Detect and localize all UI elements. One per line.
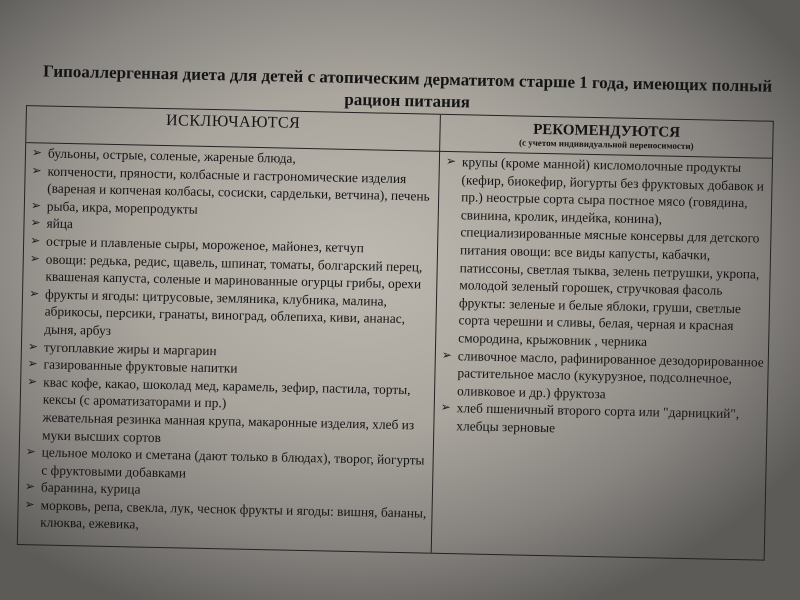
arrow-bullet-icon: ➢ bbox=[27, 356, 38, 371]
recommended-header-label: РЕКОМЕНДУЮТСЯ bbox=[532, 121, 681, 141]
arrow-bullet-icon: ➢ bbox=[30, 198, 42, 213]
arrow-bullet-icon: ➢ bbox=[440, 400, 451, 415]
arrow-bullet-icon: ➢ bbox=[24, 497, 35, 512]
arrow-bullet-icon: ➢ bbox=[27, 373, 38, 389]
arrow-bullet-icon: ➢ bbox=[25, 444, 36, 459]
recommended-item bbox=[438, 399, 765, 441]
excluded-item-text: острые и плавленые сыры, мороженое, майонез, кетчуп bbox=[45, 233, 364, 256]
excluded-item-text: жевательная резинка манная крупа, макаронные изделия, хлеб из муки высших сортов bbox=[41, 409, 415, 445]
excluded-item-text: копчености, пряности, колбасные и гастрономические изделия (вареная и копченая колбасы, сосиски, сардельки, ветчина), печень bbox=[47, 163, 430, 204]
recommended-item bbox=[440, 153, 770, 353]
recommended-item-text: сливочное масло, рафинированное дезодорированное растительное масло (кукурузное, подсолнечное, оливковое и др.) фруктоза bbox=[456, 347, 764, 402]
arrow-bullet-icon: ➢ bbox=[31, 145, 43, 160]
arrow-bullet-icon: ➢ bbox=[445, 153, 457, 169]
arrow-bullet-icon: ➢ bbox=[28, 285, 40, 301]
excluded-item-text: тугоплавкие жиры и маргарин bbox=[43, 339, 217, 358]
excluded-item bbox=[22, 496, 428, 540]
excluded-header: ИСКЛЮЧАЮТСЯ bbox=[165, 112, 301, 132]
excluded-item-text: цельное молоко и сметана (дают только в блюдах), творог, йогурты с фруктовыми добавками bbox=[41, 444, 425, 481]
excluded-item-text: рыба, икра, морепродукты bbox=[46, 198, 198, 217]
excluded-item-text: бульоны, острые, соленые, жареные блюда, bbox=[47, 145, 296, 166]
excluded-item-text: яйца bbox=[46, 215, 74, 232]
excluded-item-text: баранина, курица bbox=[40, 479, 141, 497]
excluded-item-text: морковь, репа, свекла, лук, чеснок фрукты и ягоды: вишня, бананы, клюква, ежевика, bbox=[40, 497, 427, 533]
excluded-item bbox=[26, 285, 432, 346]
arrow-bullet-icon: ➢ bbox=[29, 250, 41, 266]
arrow-bullet-icon: ➢ bbox=[441, 347, 453, 362]
recommended-item-text: крупы (кроме манной) кисломолочные продукты (кефир, биокефир, йогурты без фруктовых добавок и пр.) неострые сорта сыра постное мясо (говядина, свинина, кролик, индейка, конина), специализированные мясные консервы для детского питания овощи: все виды капусты, кабачки, патиссоны, светлая тыква, зелень петрушки, укропа, молодой зеленый горошек, стручковая фасоль фрукты: зеленые и белые яблоки, груши, светлые сорта черешни и сливы, белая, черная и красная смородина, крыжовник , черника bbox=[458, 154, 765, 350]
diet-table bbox=[17, 105, 774, 561]
arrow-bullet-icon: ➢ bbox=[30, 233, 41, 248]
page-title: Гипоаллергенная диета для детей с атопическим дерматитом старше 1 года, имеющих полный рацион питания bbox=[42, 61, 773, 112]
arrow-bullet-icon: ➢ bbox=[24, 479, 36, 494]
recommended-list bbox=[438, 153, 770, 441]
excluded-list bbox=[22, 144, 435, 539]
arrow-bullet-icon: ➢ bbox=[30, 215, 41, 230]
recommended-item-text: хлеб пшеничный второго сорта или "дарницкий", хлебцы зерновые bbox=[456, 400, 740, 436]
excluded-item-text: газированные фруктовые напитки bbox=[43, 356, 238, 376]
excluded-item-text: фрукты и ягоды: цитрусовые, земляника, клубника, малина, абрикосы, персики, гранаты, виноград, облепиха, киви, ананас, дыня, арбуз bbox=[44, 286, 406, 338]
excluded-item-text: квас кофе, какао, шоколад мед, карамель, зефир, пастила, торты, кексы (с ароматизаторами и пр.) bbox=[42, 374, 411, 411]
recommended-header bbox=[440, 120, 772, 154]
arrow-bullet-icon: ➢ bbox=[27, 338, 39, 353]
recommended-header-note: (с учетом индивидуальной переносимости) bbox=[518, 137, 694, 152]
excluded-item-text: овощи: редька, редис, щавель, шпинат, томаты, болгарский перец, квашеная капуста, соленые и маринованные огурцы грибы, орехи bbox=[45, 251, 423, 292]
arrow-bullet-icon: ➢ bbox=[31, 162, 42, 178]
recommended-item bbox=[439, 346, 766, 406]
